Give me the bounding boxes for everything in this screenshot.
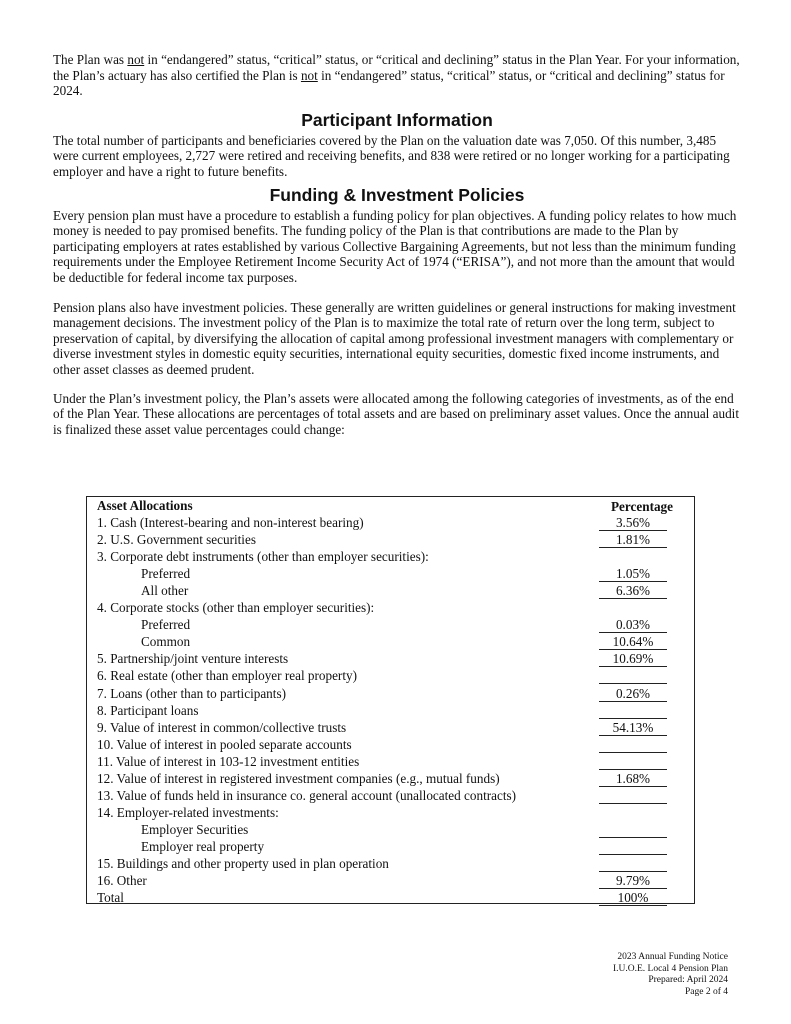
allocation-label: 11. Value of interest in 103-12 investment entities	[97, 753, 360, 769]
asset-allocations-header: Asset Allocations	[97, 498, 193, 513]
allocation-intro-paragraph: Under the Plan’s investment policy, the Plan’s assets were allocated among the following categories of investments, as of the end of the Plan Year. These allocations are percentages of total assets and are based on preliminary asset values. Once the annual audit is finalized these asset value percentages could change:	[53, 390, 740, 437]
page-footer	[560, 952, 728, 998]
allocation-label: Common	[141, 634, 191, 650]
allocation-label: 7. Loans (other than to participants)	[97, 685, 286, 701]
allocation-row	[87, 719, 694, 736]
footer-notice-title: 2023 Annual Funding Notice	[617, 952, 728, 962]
allocation-row	[87, 838, 694, 855]
allocation-label: Preferred	[141, 566, 191, 582]
allocation-label: 14. Employer-related investments:	[97, 804, 279, 820]
allocation-percentage: 3.56%	[615, 515, 651, 530]
allocation-row	[87, 667, 694, 684]
allocation-label: 4. Corporate stocks (other than employer securities):	[97, 600, 375, 616]
participant-heading: Participant Information	[301, 109, 493, 130]
allocation-row	[87, 548, 694, 565]
allocation-row	[87, 787, 694, 804]
allocation-row	[87, 770, 694, 787]
allocation-row	[87, 514, 694, 531]
allocation-row	[87, 702, 694, 719]
allocation-label: Preferred	[141, 617, 191, 633]
allocation-row	[87, 821, 694, 838]
allocation-label: Employer real property	[141, 838, 265, 854]
allocation-row	[87, 599, 694, 616]
allocation-row	[87, 736, 694, 753]
allocation-row	[87, 872, 694, 889]
allocation-percentage: 0.26%	[615, 685, 651, 701]
allocation-percentage: 0.03%	[615, 617, 651, 633]
allocation-row	[87, 531, 694, 548]
allocation-percentage: 100%	[617, 890, 649, 906]
allocation-row	[87, 650, 694, 667]
allocation-label: 12. Value of interest in registered investment companies (e.g., mutual funds)	[97, 770, 500, 786]
allocation-row	[87, 685, 694, 702]
percentage-underline	[599, 905, 667, 906]
allocation-label: All other	[141, 583, 189, 599]
allocation-label: 9. Value of interest in common/collective trusts	[97, 719, 347, 735]
percentage-header: Percentage	[611, 499, 673, 514]
allocation-label: Employer Securities	[141, 821, 249, 837]
allocation-label: 5. Partnership/joint venture interests	[97, 651, 289, 667]
allocation-label: 16. Other	[97, 873, 147, 889]
footer-page-number: Page 2 of 4	[684, 986, 728, 997]
endangered-status-paragraph: The Plan was not in “endangered” status, “critical” status, or “critical and declining” status in the Plan Year. For your information, the Plan’s actuary has also certified the Plan is not in “endangered” status, “critical” status, or “critical and declining” status for 2024.	[53, 52, 740, 99]
allocation-row	[87, 633, 694, 650]
investment-policy-paragraph: Pension plans also have investment policies. These generally are written guidelines or general instructions for making investment management decisions. The investment policy of the Plan is to maximize the total rate of return over the long term, subject to preservation of capital, by diversifying the allocation of capital among professional investment managers with complementary or diverse investment styles in domestic equity securities, international equity securities, domestic fixed income instruments, and other asset classes as deemed prudent.	[53, 299, 736, 377]
footer-prepared-date: Prepared: April 2024	[648, 975, 728, 985]
allocation-row	[87, 582, 694, 599]
allocation-percentage: 1.68%	[615, 770, 651, 786]
asset-allocation-table	[86, 496, 695, 904]
allocation-row	[87, 565, 694, 582]
document-body	[53, 52, 741, 437]
allocation-percentage: 10.64%	[612, 634, 654, 650]
allocation-label: 1. Cash (Interest-bearing and non-interest bearing)	[97, 515, 364, 530]
allocation-row	[87, 753, 694, 770]
participant-paragraph: The total number of participants and beneficiaries covered by the Plan on the valuation date was 7,050. Of this number, 3,485 were current employees, 2,727 were retired and receiving benefits, and 838 were retired or no longer working for a participating employer and have a right to future benefits.	[53, 132, 730, 179]
allocation-label: 8. Participant loans	[97, 702, 199, 718]
allocation-row	[87, 804, 694, 821]
footer-plan-name: I.U.O.E. Local 4 Pension Plan	[612, 963, 728, 974]
allocation-label: Total	[97, 890, 124, 906]
allocation-percentage: 1.05%	[615, 566, 651, 582]
allocation-percentage: 6.36%	[615, 583, 651, 599]
funding-policy-paragraph: Every pension plan must have a procedure to establish a funding policy for plan objectives. A funding policy relates to how much money is needed to pay promised benefits. The funding policy of the Plan is that contributions are made to the Plan by participating employers at rates established by various Collective Bargaining Agreements, but not less than the minimum funding requirements under the Employee Retirement Income Security Act of 1974 (“ERISA”), and not more than the amount that would be deductible for federal income tax purposes.	[53, 207, 737, 285]
allocation-label: 10. Value of interest in pooled separate accounts	[97, 736, 352, 752]
allocation-label: 3. Corporate debt instruments (other than employer securities):	[97, 549, 429, 565]
allocation-row	[87, 616, 694, 633]
allocation-row	[87, 855, 694, 872]
allocation-row	[87, 889, 694, 906]
allocation-percentage: 54.13%	[612, 719, 654, 735]
allocation-label: 2. U.S. Government securities	[97, 532, 256, 548]
allocation-label: 15. Buildings and other property used in plan operation	[97, 856, 389, 871]
allocation-label: 13. Value of funds held in insurance co. general account (unallocated contracts)	[97, 787, 517, 803]
allocation-percentage: 9.79%	[615, 873, 651, 889]
funding-heading: Funding & Investment Policies	[269, 184, 525, 205]
not-emphasis: not	[127, 52, 145, 67]
not-emphasis: not	[300, 67, 318, 83]
allocation-percentage: 10.69%	[612, 651, 654, 667]
allocation-label: 6. Real estate (other than employer real property)	[97, 668, 357, 684]
allocation-percentage: 1.81%	[615, 532, 651, 548]
